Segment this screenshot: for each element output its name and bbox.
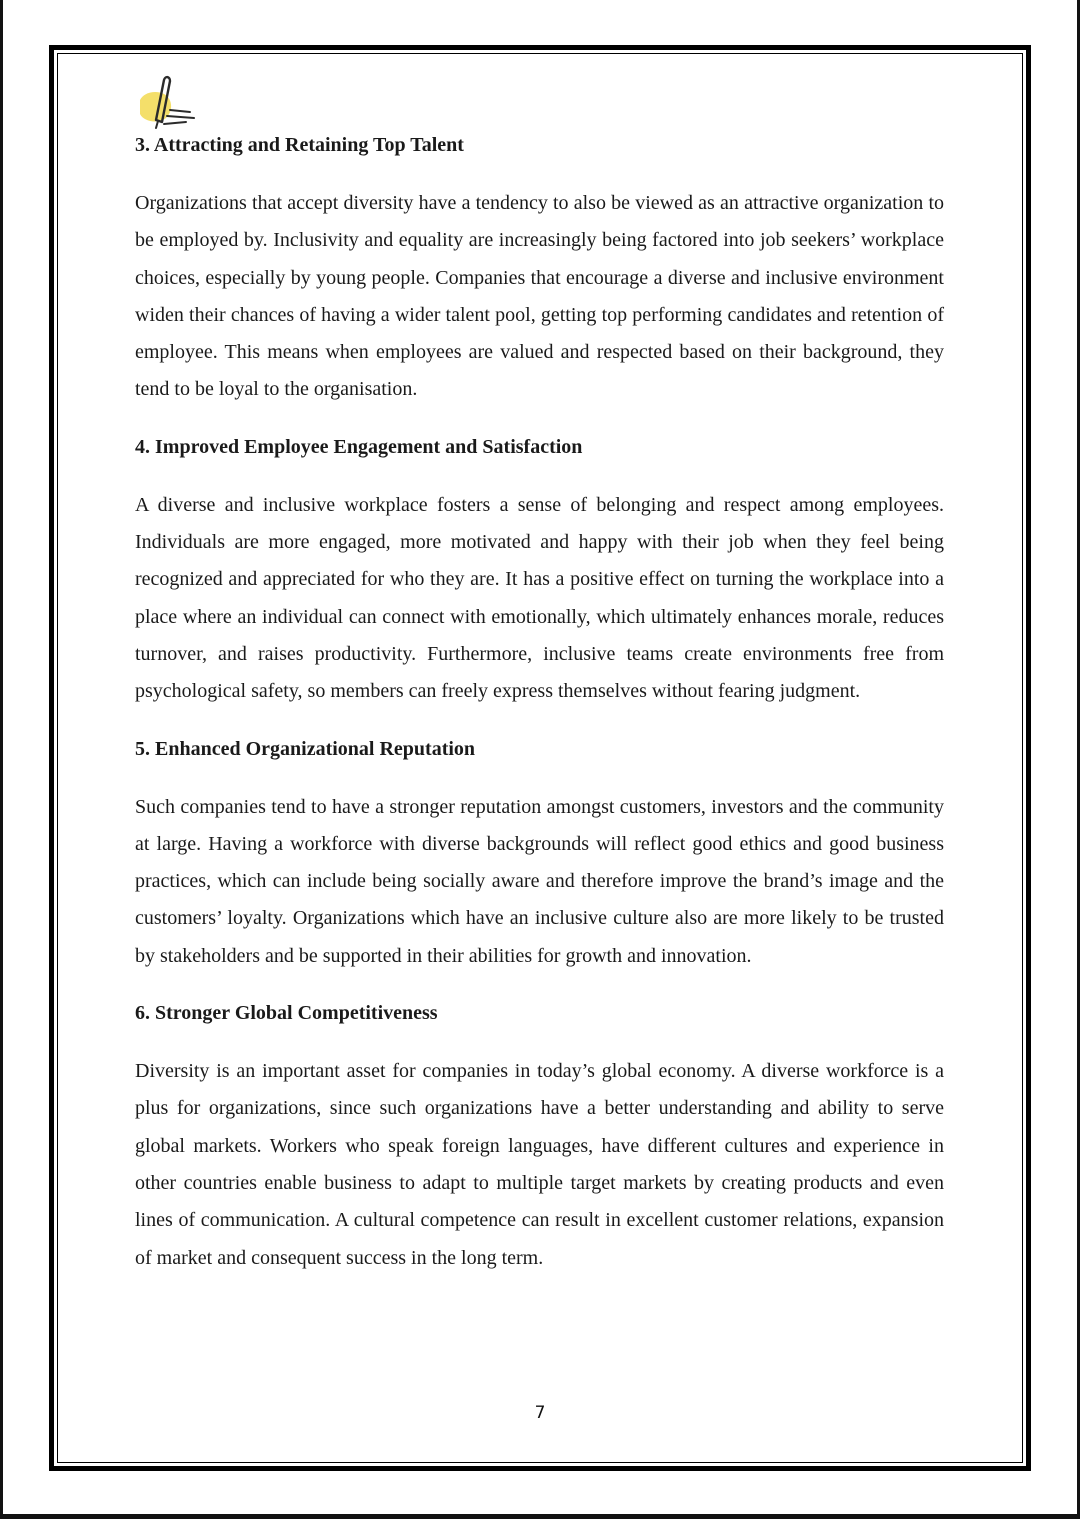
pen-writing-icon <box>134 72 200 132</box>
section-paragraph: A diverse and inclusive workplace fosters a sense of belonging and respect among employees. Individuals are more engaged, more motivated and happy with their job when they feel being recognized and appreciated for who they are. It has a positive effect on turning the workplace into a place where an individual can connect with emotionally, which ultimately enhances morale, reduces turnover, and raises productivity. Furthermore, inclusive teams create environments free from psychological safety, so members can freely express themselves without fearing judgment. <box>135 493 944 703</box>
section-paragraph: Organizations that accept diversity have a tendency to also be viewed as an attractive organization to be employed by. Inclusivity and equality are increasingly being factored into job seekers’ workplace choices, especially by young people. Companies that encourage a diverse and inclusive environment widen their chances of having a wider talent pool, getting top performing candidates and retention of employee. This means when employees are valued and respected based on their background, they tend to be loyal to the organisation. <box>135 192 944 401</box>
section-paragraph: Diversity is an important asset for companies in today’s global economy. A diverse workforce is a plus for organizations, since such organizations have a better understanding and ability to serve global markets. Workers who speak foreign languages, have different cultures and experience in other countries enable business to adapt to multiple target markets by creating products and even lines of communication. A cultural competence can result in excellent customer relations, expansion of market and consequent success in the long term. <box>135 1060 944 1269</box>
section-heading: 5. Enhanced Organizational Reputation <box>135 737 476 760</box>
section-paragraph: Such companies tend to have a stronger reputation amongst customers, investors and the community at large. Having a workforce with diverse backgrounds will reflect good ethics and good business practices, which can include being socially aware and therefore improve the brand’s image and the customers’ loyalty. Organizations which have an inclusive culture also are more likely to be trusted by stakeholders and be supported in their abilities for growth and innovation. <box>135 795 944 967</box>
section-3 <box>135 127 944 409</box>
section-4 <box>135 429 944 711</box>
document-content <box>135 127 944 1297</box>
section-heading: 3. Attracting and Retaining Top Talent <box>135 134 464 156</box>
section-heading: 4. Improved Employee Engagement and Satisfaction <box>135 435 583 458</box>
section-6 <box>135 995 944 1277</box>
section-5 <box>135 731 944 975</box>
section-heading: 6. Stronger Global Competitiveness <box>135 1002 438 1025</box>
page-number: 7 <box>534 1403 546 1423</box>
